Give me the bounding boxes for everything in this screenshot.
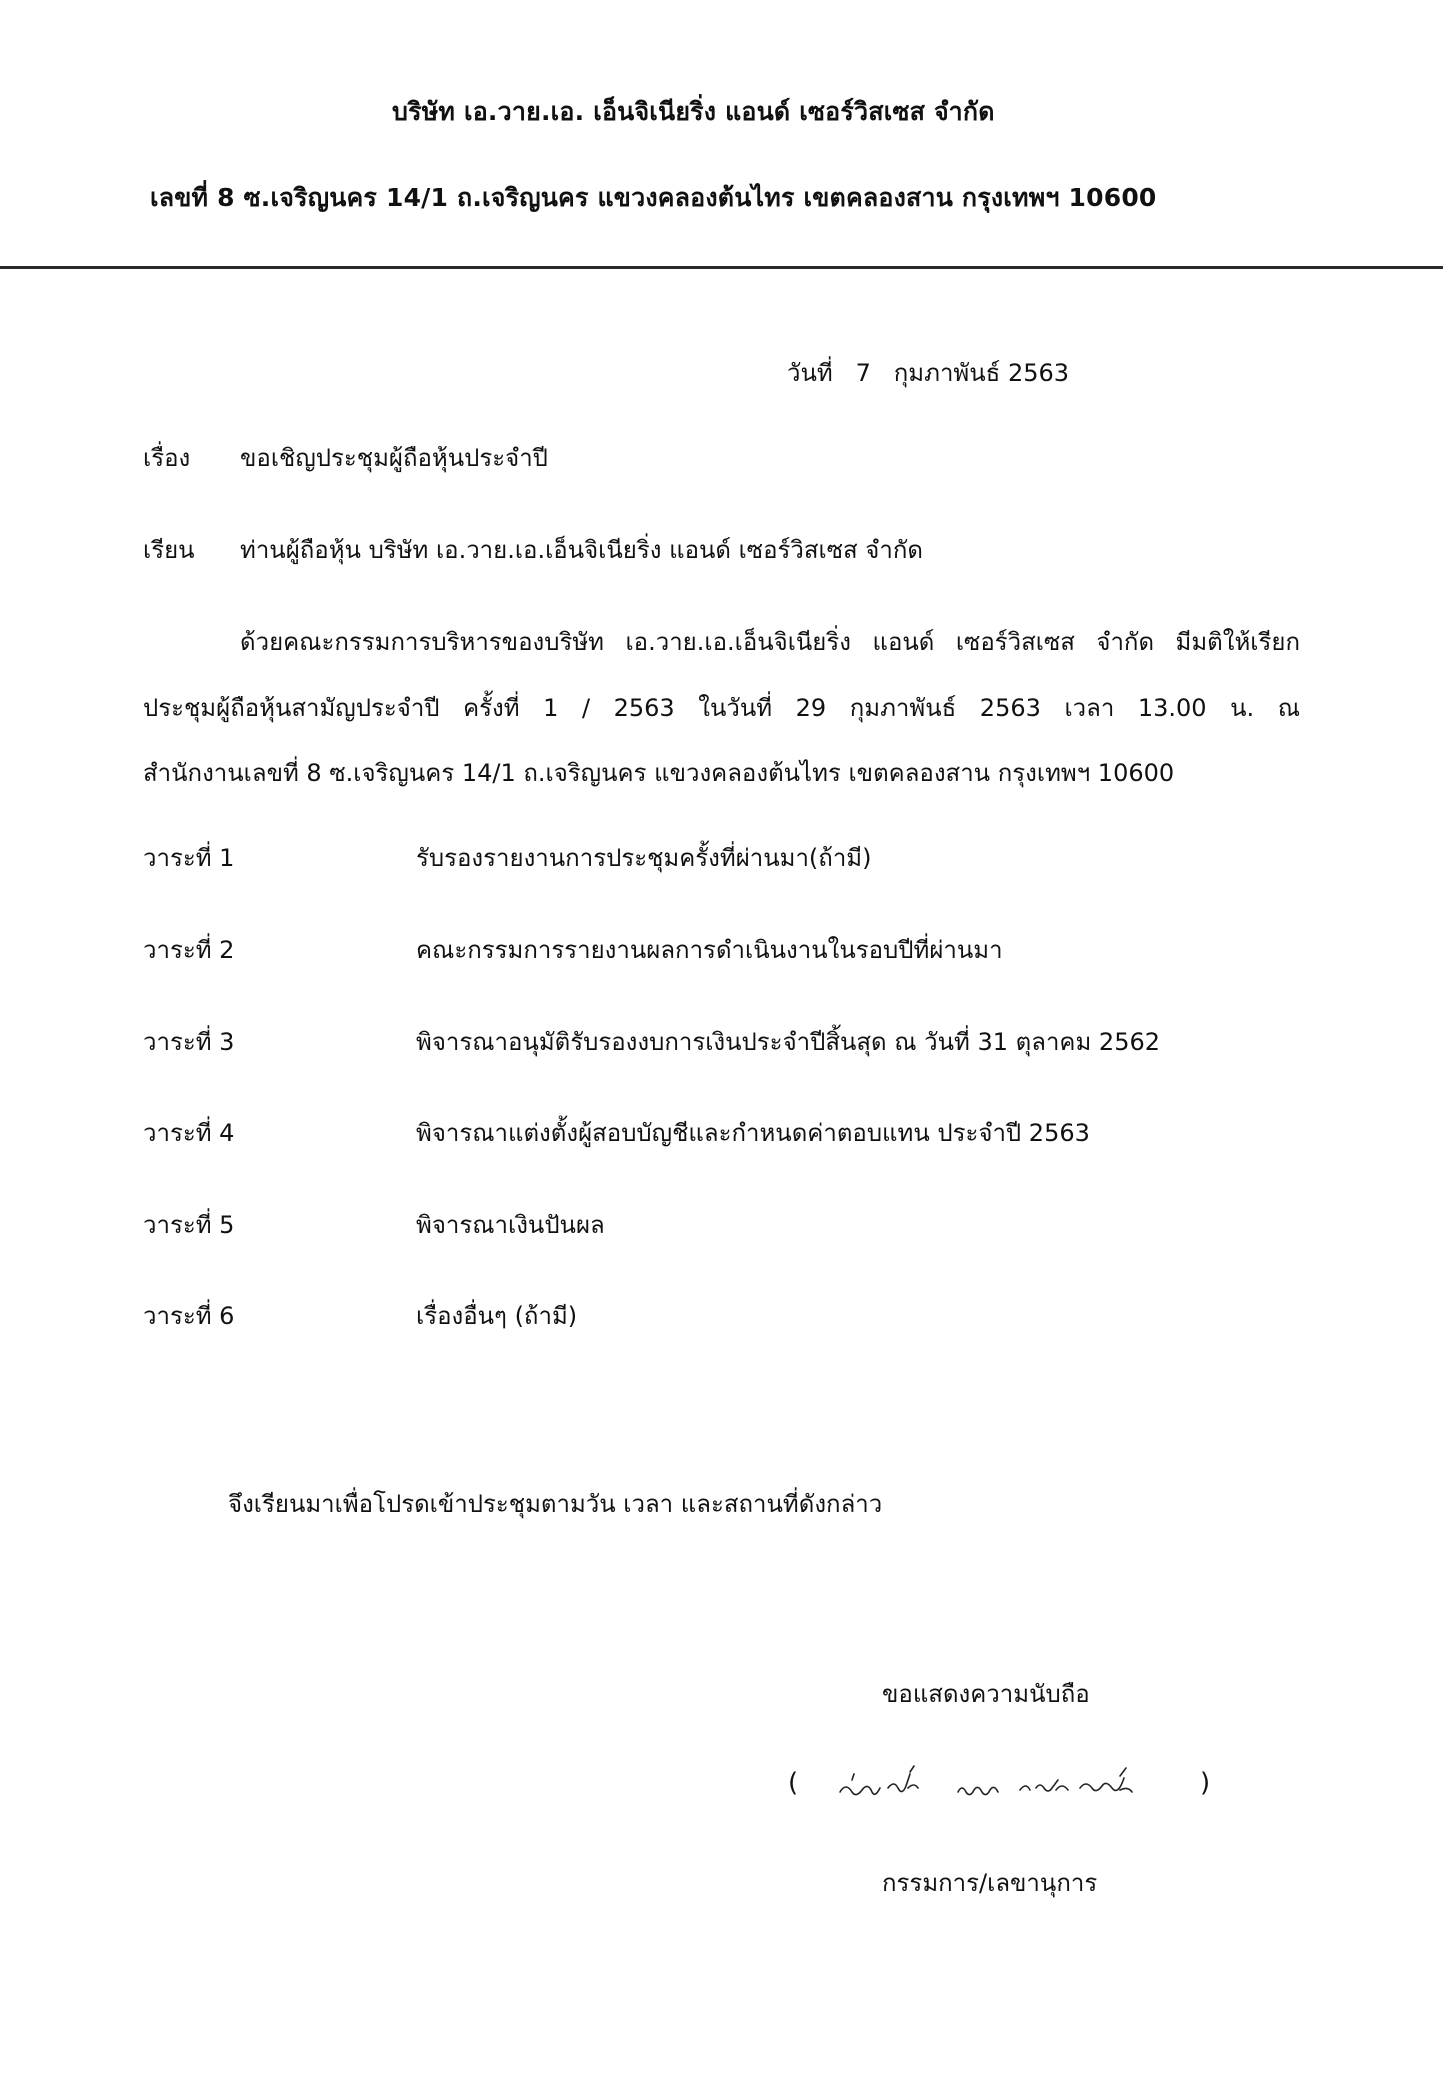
agenda-text-4: พิจารณาแต่งตั้งผู้สอบบัญชีและกำหนดค่าตอบแทน ประจำปี 2563 — [416, 1119, 1090, 1147]
date-day: 7 — [855, 359, 871, 387]
signature-open-paren: ( — [788, 1768, 799, 1798]
agenda-text-6: เรื่องอื่นๆ (ถ้ามี) — [416, 1302, 578, 1330]
header-divider — [0, 266, 1443, 269]
signature-close-paren: ) — [1200, 1768, 1211, 1798]
agenda-text-2: คณะกรรมการรายงานผลการดำเนินงานในรอบปีที่ผ่านมา — [416, 936, 1003, 964]
agenda-label-3: วาระที่ 3 — [143, 1028, 235, 1056]
body-line-1: ด้วยคณะกรรมการบริหารของบริษัท เอ.วาย.เอ.เอ็นจิเนียริ่ง แอนด์ เซอร์วิสเซส จำกัด มีมติให้เรียก — [240, 628, 1300, 656]
agenda-label-5: วาระที่ 5 — [143, 1211, 235, 1239]
body-line-2: ประชุมผู้ถือหุ้นสามัญประจำปี ครั้งที่ 1 / 2563 ในวันที่ 29 กุมภาพันธ์ 2563 เวลา 13.00 น. ณ — [143, 694, 1300, 722]
agenda-label-1: วาระที่ 1 — [143, 844, 235, 872]
handwritten-signature — [830, 1758, 1190, 1818]
subject-text: ขอเชิญประชุมผู้ถือหุ้นประจำปี — [240, 444, 548, 472]
date-month: กุมภาพันธ์ — [893, 359, 1001, 387]
subject-label: เรื่อง — [143, 444, 191, 472]
respect-line: ขอแสดงความนับถือ — [882, 1680, 1090, 1708]
recipient-text: ท่านผู้ถือหุ้น บริษัท เอ.วาย.เอ.เอ็นจิเนียริ่ง แอนด์ เซอร์วิสเซส จำกัด — [240, 536, 923, 564]
agenda-text-3: พิจารณาอนุมัติรับรองงบการเงินประจำปีสิ้นสุด ณ วันที่ 31 ตุลาคม 2562 — [416, 1028, 1160, 1056]
recipient-label: เรียน — [143, 536, 195, 564]
agenda-label-2: วาระที่ 2 — [143, 936, 235, 964]
agenda-label-4: วาระที่ 4 — [143, 1119, 235, 1147]
agenda-text-5: พิจารณาเงินปันผล — [416, 1211, 605, 1239]
body-line-3: สำนักงานเลขที่ 8 ซ.เจริญนคร 14/1 ถ.เจริญนคร แขวงคลองต้นไทร เขตคลองสาน กรุงเทพฯ 10600 — [143, 759, 1175, 787]
signatory-title: กรรมการ/เลขานุการ — [882, 1869, 1098, 1897]
company-name: บริษัท เอ.วาย.เอ. เอ็นจิเนียริ่ง แอนด์ เซอร์วิสเซส จำกัด — [392, 97, 995, 126]
company-address: เลขที่ 8 ซ.เจริญนคร 14/1 ถ.เจริญนคร แขวงคลองต้นไทร เขตคลองสาน กรุงเทพฯ 10600 — [150, 183, 1157, 212]
date-line — [787, 353, 1069, 392]
agenda-label-6: วาระที่ 6 — [143, 1302, 235, 1330]
agenda-text-1: รับรองรายงานการประชุมครั้งที่ผ่านมา(ถ้ามี) — [416, 844, 872, 872]
closing-statement: จึงเรียนมาเพื่อโปรดเข้าประชุมตามวัน เวลา และสถานที่ดังกล่าว — [228, 1490, 883, 1518]
date-label: วันที่ — [787, 359, 833, 387]
date-year: 2563 — [1007, 359, 1070, 387]
